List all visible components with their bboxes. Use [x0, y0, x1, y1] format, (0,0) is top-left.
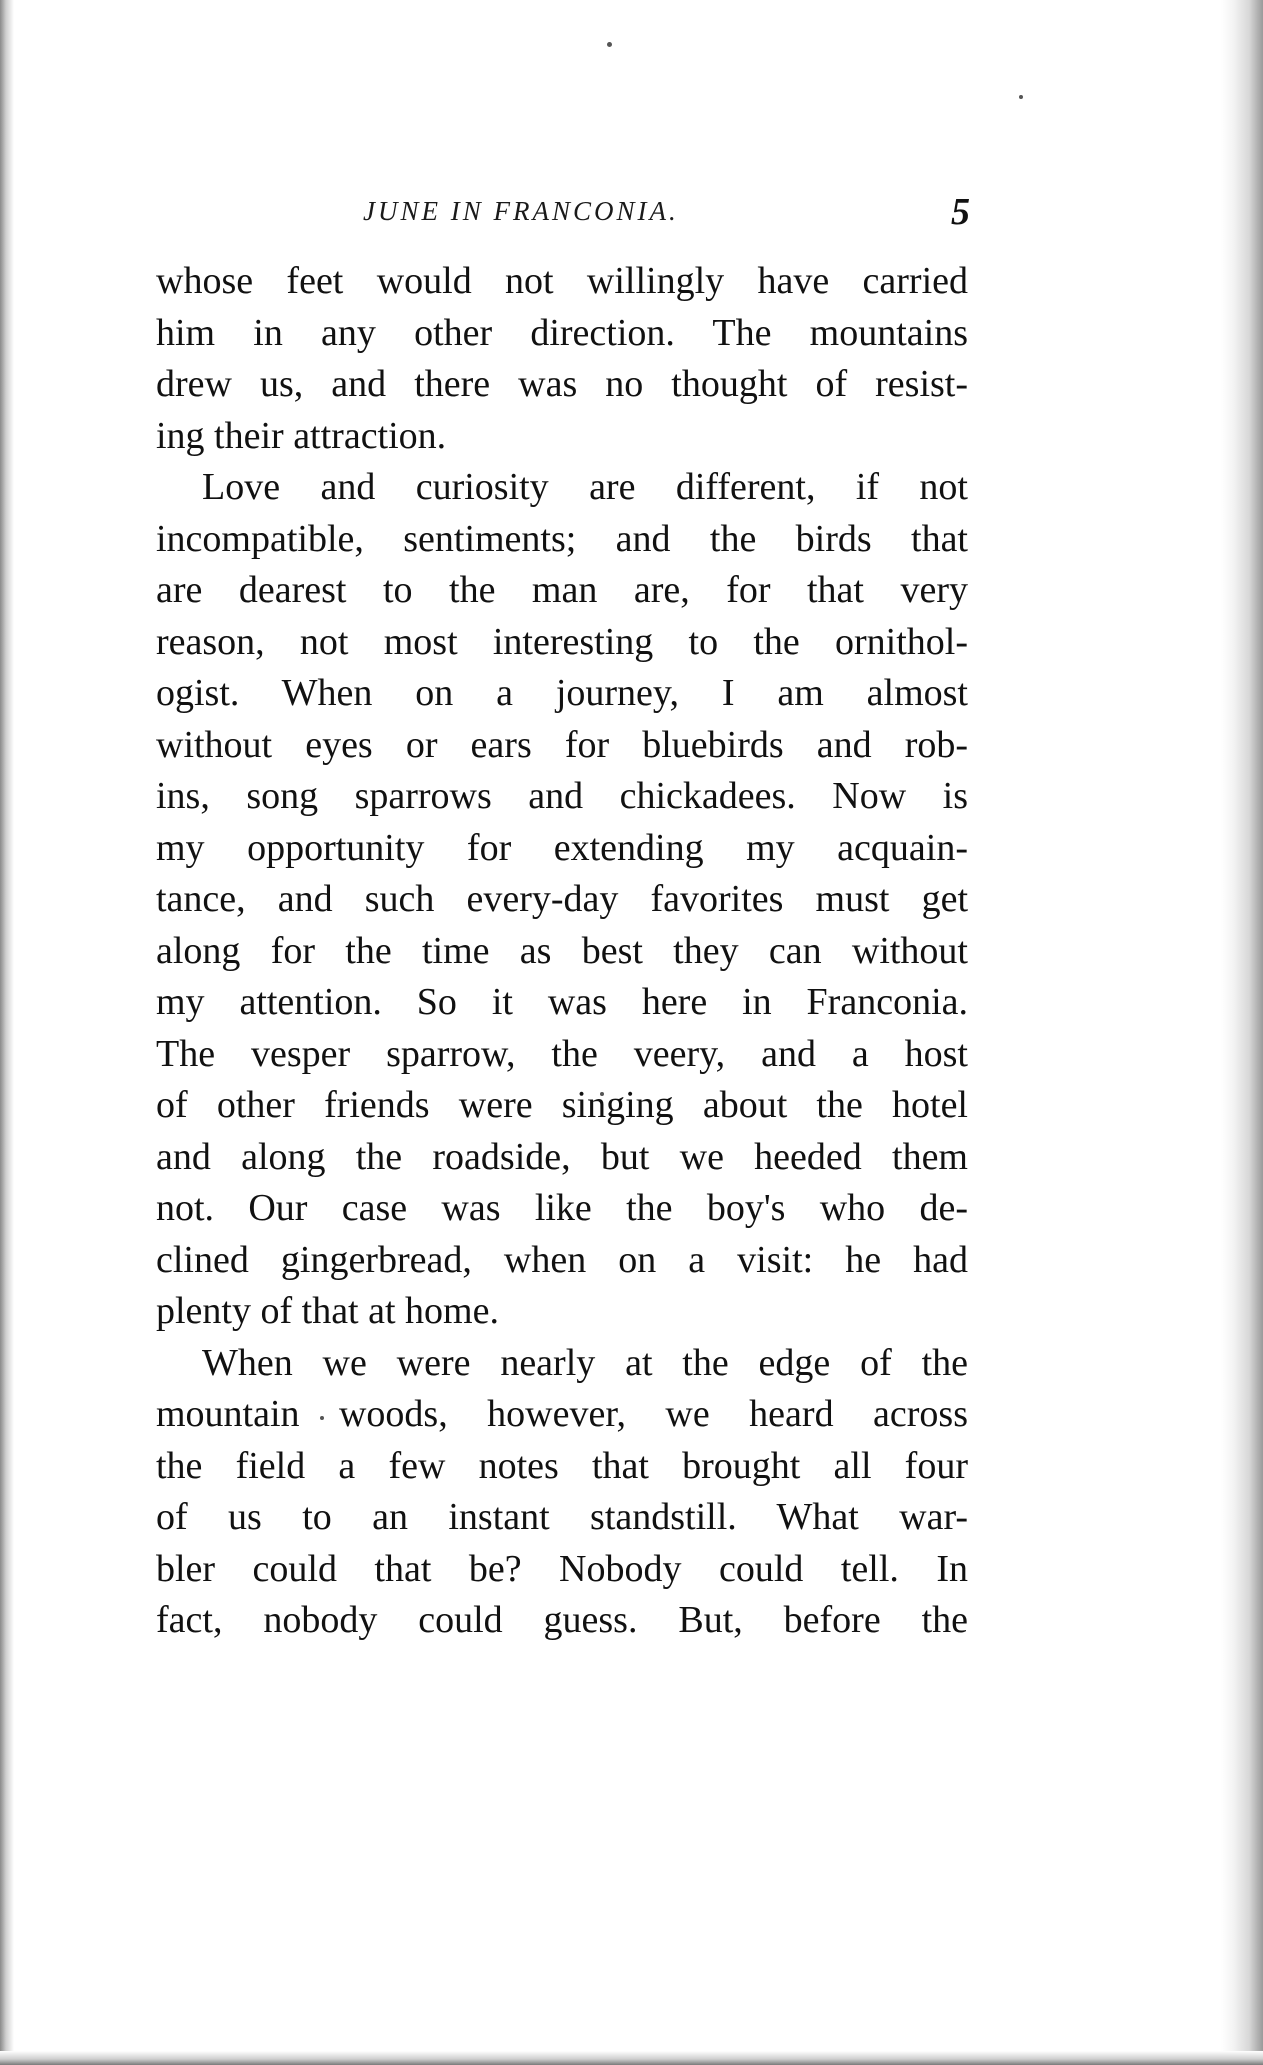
- text-line: fact, nobody could guess. But, before the: [156, 1599, 968, 1641]
- text-line: not. Our case was like the boy's who de-: [156, 1187, 968, 1229]
- text-line: tance, and such every-day favorites must get: [156, 878, 968, 920]
- text-line: plenty of that at home.: [156, 1290, 499, 1332]
- text-line: of us to an instant standstill. What war-: [156, 1496, 968, 1538]
- page-bottom-edge: [0, 2051, 1263, 2065]
- paragraph-1: [156, 256, 968, 462]
- text-line: When we were nearly at the edge of the: [202, 1341, 968, 1384]
- text-line: along for the time as best they can without: [156, 929, 968, 972]
- text-line: ogist. When on a journey, I am almost: [156, 672, 968, 714]
- text-line: the field a few notes that brought all four: [156, 1444, 968, 1487]
- running-head-title: JUNE IN FRANCONIA.: [363, 196, 679, 226]
- body-text: [156, 256, 968, 1647]
- text-line: whose feet would not willingly have carried: [156, 260, 968, 302]
- text-line: ing their attraction.: [156, 414, 447, 457]
- ink-speck: [1019, 95, 1023, 99]
- running-head: [158, 191, 970, 242]
- page-number: 5: [951, 191, 970, 233]
- text-line: The vesper sparrow, the veery, and a host: [156, 1032, 968, 1075]
- page-right-edge: [1221, 0, 1263, 2065]
- text-line: him in any other direction. The mountains: [156, 311, 968, 354]
- paragraph-2: [156, 462, 968, 1338]
- text-line: my attention. So it was here in Franconia.: [156, 981, 968, 1023]
- text-line: ins, song sparrows and chickadees. Now is: [156, 775, 968, 817]
- text-line: reason, not most interesting to the ornithol-: [156, 620, 968, 663]
- text-line: of other friends were singing about the hotel: [156, 1084, 968, 1126]
- text-line: drew us, and there was no thought of resist-: [156, 363, 968, 405]
- text-line: Love and curiosity are different, if not: [202, 466, 968, 508]
- text-line: clined gingerbread, when on a visit: he had: [156, 1238, 968, 1281]
- text-line: my opportunity for extending my acquain-: [156, 826, 968, 869]
- text-line: without eyes or ears for bluebirds and rob-: [156, 723, 968, 766]
- text-line: incompatible, sentiments; and the birds that: [156, 517, 968, 560]
- paragraph-3: [156, 1338, 968, 1647]
- text-line: are dearest to the man are, for that very: [156, 569, 968, 611]
- text-line: mountain woods, however, we heard across: [156, 1393, 968, 1435]
- text-line: bler could that be? Nobody could tell. In: [156, 1547, 968, 1590]
- page-left-edge: [0, 0, 14, 2065]
- text-line: and along the roadside, but we heeded them: [156, 1135, 968, 1178]
- ink-speck: [607, 42, 612, 47]
